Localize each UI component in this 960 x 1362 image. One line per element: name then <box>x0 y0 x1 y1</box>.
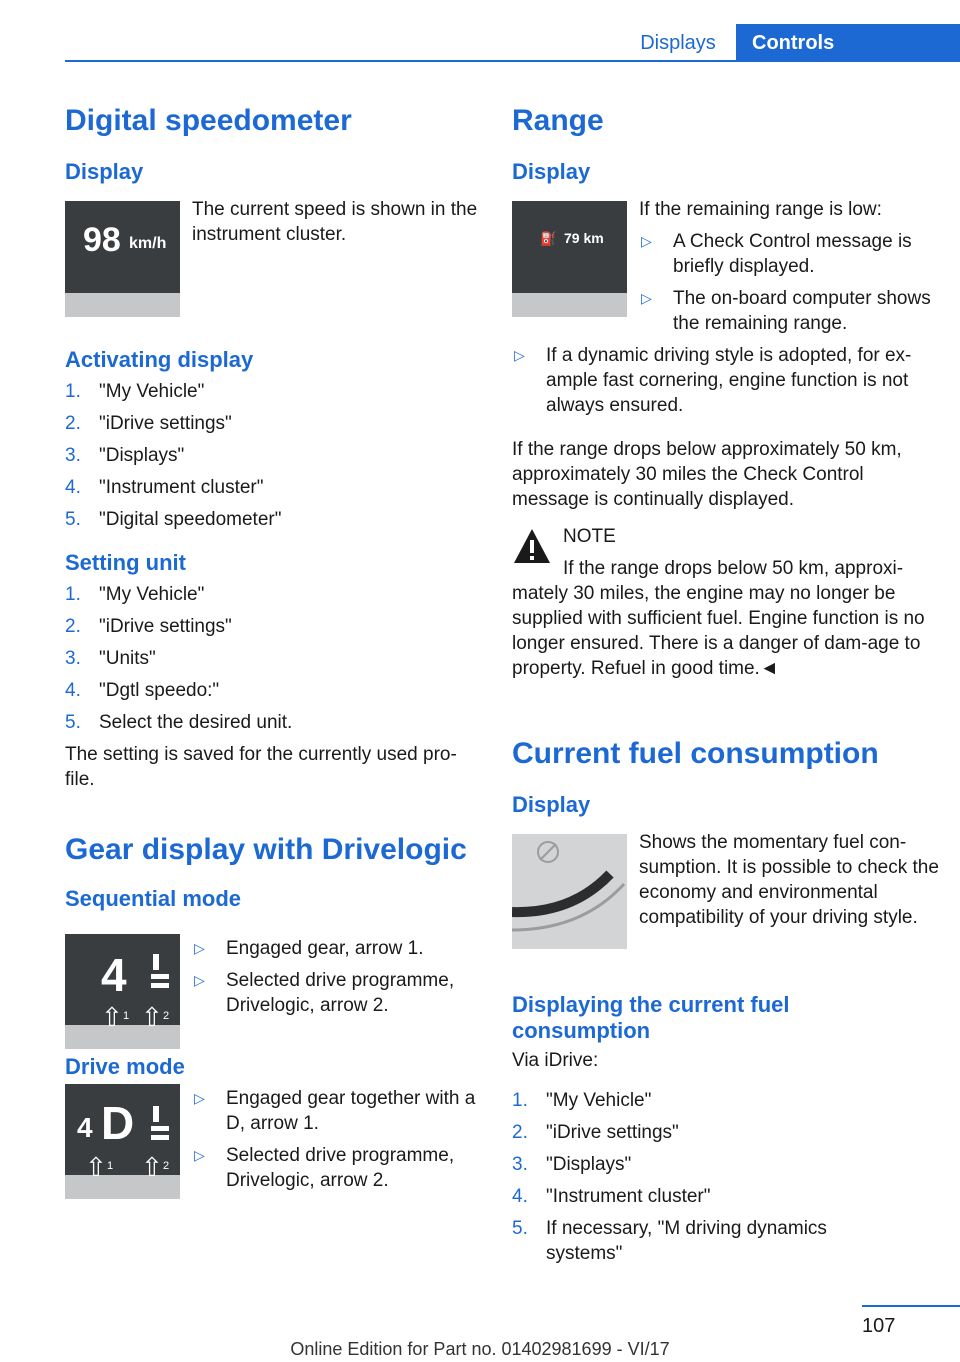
arrow-label: 1 <box>123 1010 130 1022</box>
list-item: 2. "iDrive settings" <box>65 616 232 637</box>
list-item: 5. "Digital speedometer" <box>65 509 282 530</box>
list-item: 3. "Units" <box>65 648 156 669</box>
gauge-dial-icon <box>512 834 627 949</box>
speedometer-title: Digital speedometer <box>65 104 352 137</box>
sequential-gear: 4 <box>101 949 127 1001</box>
fuel-display-text: Shows the momentary fuel con-sumption. It is possible to check the economy and environmental compatibility of your driving style. <box>639 832 939 928</box>
list-item: 5. Select the desired unit. <box>65 712 293 733</box>
list-item: 2. "iDrive settings" <box>65 413 232 434</box>
unit-steps <box>65 582 485 735</box>
activating-section <box>65 347 485 912</box>
fuel-via: Via iDrive: <box>512 1050 599 1071</box>
list-item: 1. "My Vehicle" <box>65 381 205 402</box>
list-item: 1. "My Vehicle" <box>512 1090 652 1111</box>
arrow-label: 2 <box>163 1010 170 1022</box>
list-item: ▷ If a dynamic driving style is adopted, for ex-ample fast cornering, engine function is not always ensured. <box>514 345 912 416</box>
note-text: If the range drops below 50 km, approxi-mately 30 miles, the engine may no longer be supplied with sufficient fuel. Engine function is no longer ensured. There is a danger of dam-age to property. Refuel in good time.◄ <box>512 558 925 679</box>
list-item: 4. "Instrument cluster" <box>512 1186 711 1207</box>
list-item: 4. "Instrument cluster" <box>65 477 264 498</box>
list-item: ▷ A Check Control message is briefly displayed. <box>641 231 912 277</box>
speedometer-display-heading: Display <box>65 159 144 184</box>
list-item: 3. "Displays" <box>65 445 185 466</box>
sequential-items <box>192 936 482 1025</box>
arrow-label: 2 <box>163 1160 170 1172</box>
drivelogic-icon <box>147 954 169 994</box>
range-intro: If the remaining range is low: <box>639 199 882 220</box>
fuel-display-heading: Display <box>512 792 591 817</box>
range-image <box>512 201 627 317</box>
footer-rule <box>862 1305 960 1307</box>
range-wide-item <box>512 343 932 425</box>
unit-heading: Setting unit <box>65 550 186 575</box>
fuel-steps <box>512 1088 932 1273</box>
arrow-up-icon: ⇧ <box>141 1152 163 1182</box>
fuel-section <box>512 736 932 818</box>
header-chapter: Controls <box>736 24 960 62</box>
list-item: 3. "Displays" <box>512 1154 632 1175</box>
drive-mode-image <box>65 1084 180 1199</box>
sequential-mode-image <box>65 934 180 1049</box>
activating-heading: Activating display <box>65 347 254 372</box>
sequential-heading: Sequential mode <box>65 886 242 911</box>
list-item: ▷ Engaged gear together with a D, arrow 1. <box>194 1088 476 1134</box>
edition-text: Online Edition for Part no. 01402981699 - VI/17 <box>290 1339 670 1359</box>
unit-note: The setting is saved for the currently used pro-file. <box>65 744 457 790</box>
list-item: ▷ Selected drive programme, Drivelogic, arrow 2. <box>194 970 455 1016</box>
range-display-heading: Display <box>512 159 591 184</box>
drive-gear: 4 <box>77 1112 93 1143</box>
range-items <box>639 229 939 343</box>
list-item: ▷ The on-board computer shows the remaining range. <box>641 288 931 334</box>
list-item: 1. "My Vehicle" <box>65 584 205 605</box>
fuel-current-heading: Displaying the current fuel consumption <box>512 992 790 1043</box>
activating-steps <box>65 379 485 532</box>
arrow-up-icon: ⇧ <box>85 1152 107 1182</box>
drive-items <box>192 1086 482 1200</box>
gear-title: Gear display with Drivelogic <box>65 833 467 866</box>
speed-unit: km/h <box>129 235 167 252</box>
drive-heading: Drive mode <box>65 1054 185 1079</box>
fuel-title: Current fuel consumption <box>512 737 879 770</box>
header-section: Displays <box>640 31 716 54</box>
fuel-gauge-image <box>512 834 627 949</box>
list-item: ▷ Selected drive programme, Drivelogic, arrow 2. <box>194 1145 455 1191</box>
list-item: 2. "iDrive settings" <box>512 1122 679 1143</box>
arrow-up-icon: ⇧ <box>141 1002 163 1032</box>
list-item: 5. If necessary, "M driving dynamics systems" <box>512 1218 827 1264</box>
speed-value: 98 <box>83 221 121 259</box>
range-section <box>512 103 932 185</box>
fuel-pump-icon: ⛽ <box>540 231 557 246</box>
drivelogic-icon <box>147 1106 169 1146</box>
arrow-up-icon: ⇧ <box>101 1002 123 1032</box>
arrow-label: 1 <box>107 1160 114 1172</box>
page-number: 107 <box>862 1315 896 1337</box>
drive-mode: D <box>101 1097 135 1149</box>
left-column <box>65 103 485 185</box>
speedometer-image <box>65 201 180 317</box>
list-item: ▷ Engaged gear, arrow 1. <box>194 938 424 959</box>
range-title: Range <box>512 104 604 137</box>
header-rule <box>65 60 960 62</box>
note-label: NOTE <box>563 526 616 547</box>
range-value: 79 km <box>564 230 604 246</box>
list-item: 4. "Dgtl speedo:" <box>65 680 220 701</box>
speedometer-display-text: The current speed is shown in the instrument cluster. <box>192 199 478 245</box>
range-drop-text: If the range drops below approximately 50 km, approximately 30 miles the Check Control message is continually displayed. <box>512 439 902 510</box>
